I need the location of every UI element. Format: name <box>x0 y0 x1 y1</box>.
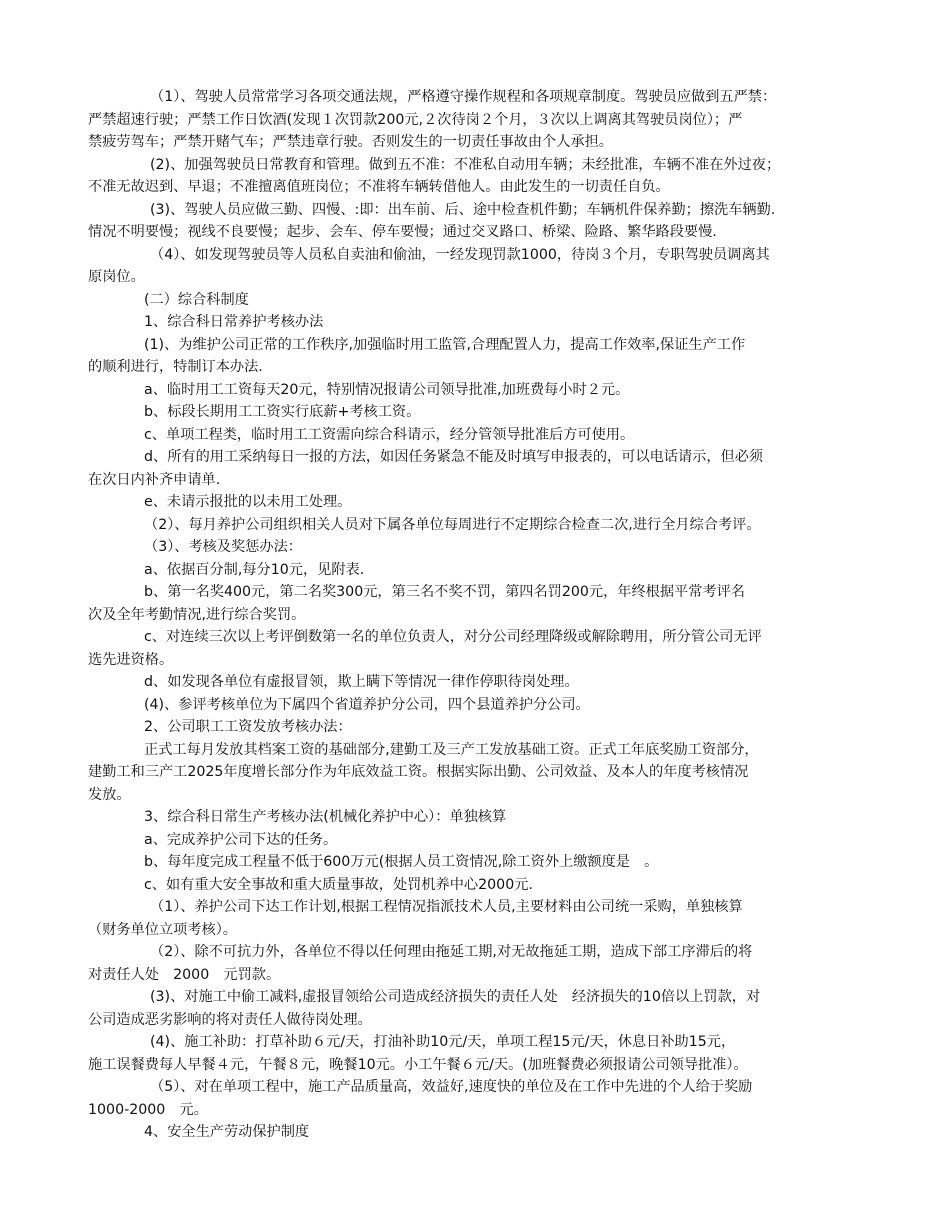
paragraph-line: （1）、养护公司下达工作计划,根据工程情况指派技术人员,主要材料由公司统一采购，单独核算 <box>150 899 743 915</box>
section-heading: 3、综合科日常生产考核办法(机械化养护中心）：单独核算 <box>144 809 507 825</box>
paragraph-line: d、所有的用工采纳每日一报的方法，如因任务紧急不能及时填写申报表的，可以电话请示，但必须 <box>144 449 764 465</box>
section-heading: 2、公司职工工资发放考核办法： <box>144 719 352 735</box>
paragraph-line: a、依据百分制,每分10元，见附表. <box>144 561 365 578</box>
document-page <box>88 86 868 1144</box>
paragraph-line: a、完成养护公司下达的任务。 <box>144 831 338 848</box>
paragraph-line: 的顺利进行，特制订本办法. <box>88 359 263 375</box>
paragraph-line: 公司造成恶劣影响的将对责任人做待岗处理。 <box>88 1011 372 1028</box>
paragraph-line: (2)、加强驾驶员日常教育和管理。做到五不准：不准私自动用车辆；未经批准，车辆不准在外过夜； <box>150 156 781 173</box>
paragraph-line: 发放。 <box>88 786 131 803</box>
paragraph-line: c、如有重大安全事故和重大质量事故，处罚机养中心2000元. <box>144 876 533 893</box>
paragraph-line: c、单项工程类，临时用工工资需向综合科请示，经分管领导批准后方可使用。 <box>144 426 635 443</box>
paragraph-line: （2）、每月养护公司组织相关人员对下属各单位每周进行不定期综合检查二次,进行全月综合考评。 <box>144 516 761 533</box>
section-heading: 1、综合科日常养护考核办法 <box>144 314 324 330</box>
paragraph-line: (4)、参评考核单位为下属四个省道养护分公司，四个县道养护分公司。 <box>144 696 590 713</box>
paragraph-line: e、未请示报批的以未用工处理。 <box>144 494 352 510</box>
paragraph-line: 对责任人处 2000 元罚款。 <box>88 966 281 983</box>
paragraph-line: (3)、对施工中偷工减料,虚报冒领给公司造成经济损失的责任人处 经济损失的10倍以上罚款，对 <box>150 989 761 1005</box>
paragraph-line: a、临时用工工资每天20元，特别情况报请公司领导批准,加班费每小时２元。 <box>144 381 630 398</box>
paragraph-line: (4)、施工补助：打草补助６元/天，打油补助10元/天，单项工程15元/天，休息日补助15元， <box>150 1034 736 1050</box>
paragraph-line: 情况不明要慢；视线不良要慢；起步、会车、停车要慢；通过交叉路口、桥梁、险路、繁华路段要慢. <box>88 224 717 240</box>
paragraph-line: 严禁超速行驶；严禁工作日饮酒(发现１次罚款200元,２次待岗２个月，３次以上调离其驾驶员岗位）；严 <box>88 111 743 128</box>
paragraph-line: 禁疲劳驾车；严禁开赌气车；严禁违章行驶。否则发生的一切责任事故由个人承担。 <box>88 134 613 150</box>
paragraph-line: 选先进资格。 <box>88 651 174 668</box>
section-heading: 4、安全生产劳动保护制度 <box>144 1124 310 1140</box>
paragraph-line: 建勤工和三产工2025年度增长部分作为年底效益工资。根据实际出勤、公司效益、及本人的年度考核情况 <box>88 764 749 780</box>
paragraph-line: 原岗位。 <box>88 269 145 285</box>
paragraph-line: （财务单位立项考核）。 <box>88 921 237 938</box>
paragraph-line: 不准无故迟到、早退；不准擅离值班岗位；不准将车辆转借他人。由此发生的一切责任自负。 <box>88 179 670 195</box>
paragraph-line: c、对连续三次以上考评倒数第一名的单位负责人，对分公司经理降级或解除聘用，所分管公司无评 <box>144 629 762 645</box>
paragraph-line: 次及全年考勤情况,进行综合奖罚。 <box>88 606 306 623</box>
paragraph-line: b、标段长期用工工资实行底薪+考核工资。 <box>144 404 421 420</box>
paragraph-line: b、第一名奖400元，第二名奖300元，第三名不奖不罚，第四名罚200元，年终根据平常考评名 <box>144 584 745 600</box>
paragraph-line: （4）、如发现驾驶员等人员私自卖油和偷油，一经发现罚款1000，待岗３个月，专职驾驶员调离其 <box>150 246 770 263</box>
paragraph-line: d、如发现各单位有虚报冒领，欺上瞒下等情况一律作停职待岗处理。 <box>144 674 579 690</box>
paragraph-line: （2）、除不可抗力外，各单位不得以任何理由拖延工期,对无故拖延工期，造成下部工序滞后的将 <box>150 944 753 960</box>
paragraph-line: b、每年度完成工程量不低于600万元(根据人员工资情况,除工资外上缴额度是 。 <box>144 854 659 870</box>
paragraph-line: 施工误餐费每人早餐４元，午餐８元，晚餐10元。小工午餐６元/天。(加班餐费必须报请公司领导批准）。 <box>88 1056 748 1073</box>
paragraph-line: （5）、对在单项工程中，施工产品质量高，效益好,速度快的单位及在工作中先进的个人给于奖励 <box>150 1079 753 1095</box>
paragraph-line: 正式工每月发放其档案工资的基础部分,建勤工及三产工发放基础工资。正式工年底奖励工资部分， <box>144 741 759 758</box>
paragraph-line: 1000-2000 元。 <box>88 1101 208 1118</box>
paragraph-line: (3)、驾驶人员应做三勤、四慢、:即：出车前、后、途中检查机件勤；车辆机件保养勤；擦洗车辆勤. <box>150 201 776 218</box>
paragraph-line: （3）、考核及奖惩办法： <box>144 539 302 555</box>
paragraph-line: 在次日内补齐申请单. <box>88 471 221 488</box>
section-heading: (二）综合科制度 <box>144 291 249 308</box>
paragraph-line: (1)、为维护公司正常的工作秩序,加强临时用工监管,合理配置人力，提高工作效率,保证生产工作 <box>144 336 746 353</box>
paragraph-line: （1）、驾驶人员常常学习各项交通法规，严格遵守操作规程和各项规章制度。驾驶员应做到五严禁： <box>150 89 777 105</box>
